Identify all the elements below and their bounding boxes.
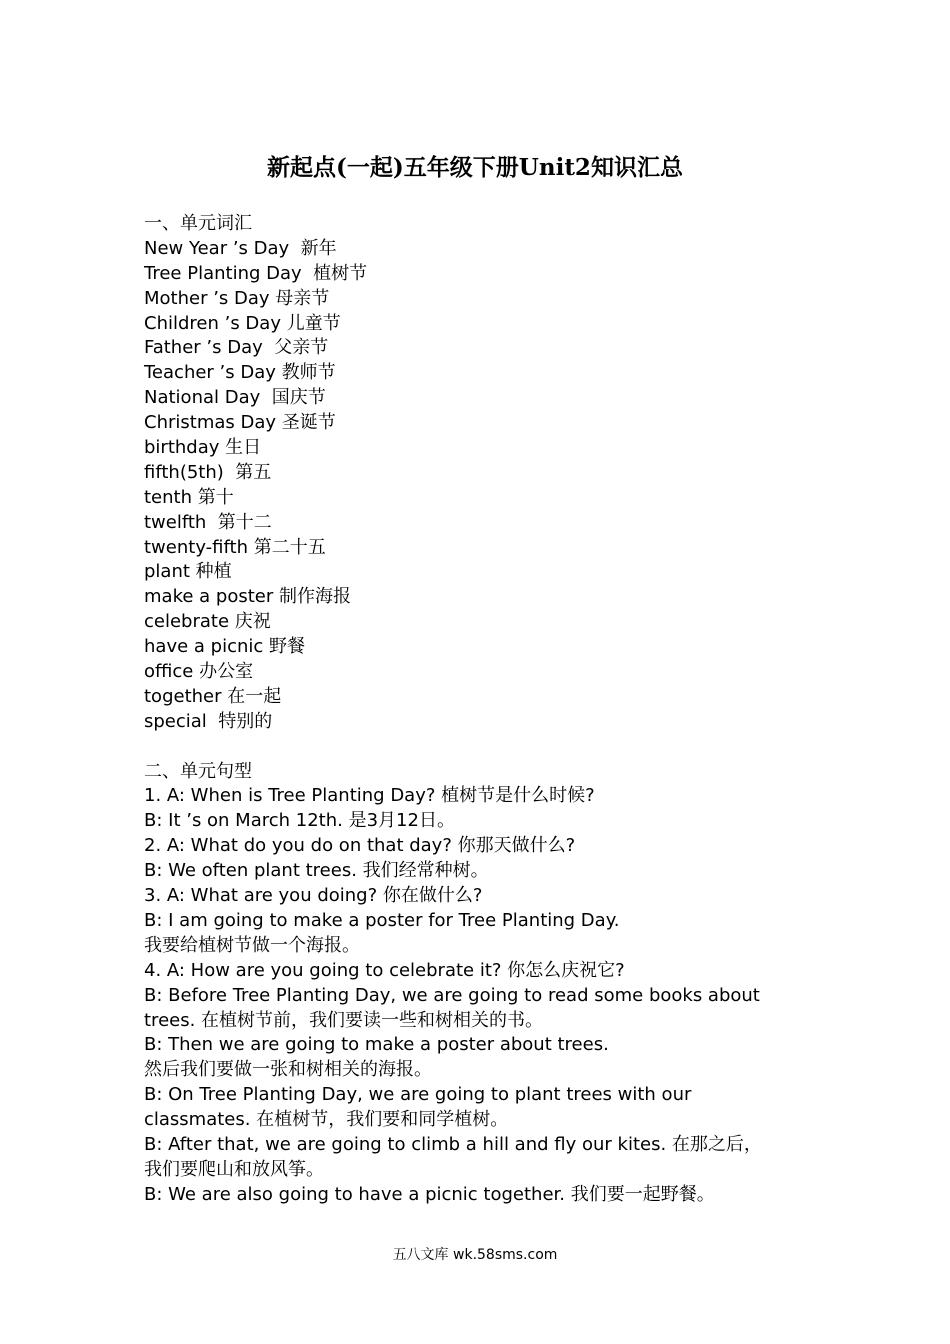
sentence-line: B: Then we are going to make a poster about trees. (144, 1034, 609, 1056)
vocabulary-item: celebrate 庆祝 (144, 611, 271, 633)
sentence-line: 然后我们要做一张和树相关的海报。 (144, 1059, 432, 1081)
sentence-line: B: After that, we are going to climb a hill and fly our kites. 在那之后， (144, 1133, 762, 1155)
sentence-line: B: Before Tree Planting Day, we are going to read some books about (144, 984, 760, 1006)
sentence-line: 我们要爬山和放风筝。 (144, 1158, 324, 1180)
vocabulary-item: New Year ’s Day 新年 (144, 237, 337, 259)
sentence-line: B: I am going to make a poster for Tree Planting Day. (144, 909, 620, 931)
sentence-line: 4. A: How are you going to celebrate it? 你怎么庆祝它? (144, 959, 625, 981)
vocabulary-item: Christmas Day 圣诞节 (144, 412, 336, 434)
page-title: 新起点(一起)五年级下册Unit2知识汇总 (267, 154, 683, 181)
vocabulary-item: birthday 生日 (144, 437, 262, 459)
vocabulary-item: have a picnic 野餐 (144, 636, 305, 658)
vocabulary-item: special 特别的 (144, 710, 273, 732)
vocabulary-item: plant 种植 (144, 561, 232, 583)
sentence-line: B: It ’s on March 12th. 是3月12日。 (144, 810, 455, 832)
vocabulary-item: make a poster 制作海报 (144, 586, 351, 608)
sentence-line: 3. A: What are you doing? 你在做什么? (144, 885, 483, 907)
sentence-line: B: We are also going to have a picnic together. 我们要一起野餐。 (144, 1183, 715, 1205)
vocabulary-item: fifth(5th) 第五 (144, 461, 272, 483)
vocabulary-item: twelfth 第十二 (144, 511, 272, 533)
sentence-line: 我要给植树节做一个海报。 (144, 934, 360, 956)
vocabulary-item: Mother ’s Day 母亲节 (144, 287, 330, 309)
document-body (144, 212, 804, 1208)
vocabulary-item: office 办公室 (144, 661, 254, 683)
vocabulary-item: Tree Planting Day 植树节 (144, 262, 368, 284)
sentences-heading: 二、单元句型 (144, 760, 252, 782)
sentence-line: B: We often plant trees. 我们经常种树。 (144, 860, 489, 882)
blank-line (144, 735, 804, 760)
sentence-line: 2. A: What do you do on that day? 你那天做什么? (144, 835, 576, 857)
sentence-line: 1. A: When is Tree Planting Day? 植树节是什么时候? (144, 785, 595, 807)
footer-watermark: 五八文库 wk.58sms.com (392, 1247, 558, 1263)
sentence-line: trees. 在植树节前，我们要读一些和树相关的书。 (144, 1009, 544, 1031)
vocabulary-item: together 在一起 (144, 685, 282, 707)
vocabulary-item: tenth 第十 (144, 486, 234, 508)
sentence-line: B: On Tree Planting Day, we are going to plant trees with our (144, 1084, 692, 1106)
vocabulary-item: twenty-fifth 第二十五 (144, 536, 326, 558)
vocabulary-item: Father ’s Day 父亲节 (144, 337, 329, 359)
sentence-line: classmates. 在植树节，我们要和同学植树。 (144, 1109, 509, 1131)
vocabulary-item: Teacher ’s Day 教师节 (144, 362, 336, 384)
vocabulary-item: National Day 国庆节 (144, 387, 326, 409)
vocabulary-heading: 一、单元词汇 (144, 213, 252, 234)
vocabulary-item: Children ’s Day 儿童节 (144, 312, 341, 334)
